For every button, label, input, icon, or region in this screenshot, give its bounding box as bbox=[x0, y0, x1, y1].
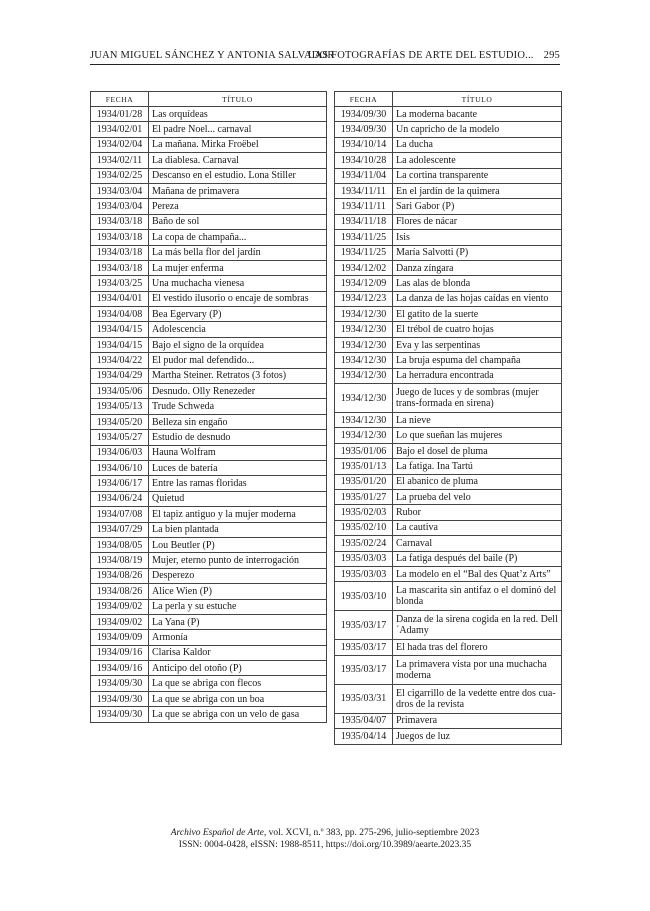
footer-citation-line bbox=[0, 827, 650, 839]
row-title: Adolescencia bbox=[149, 322, 327, 337]
row-date: 1934/04/01 bbox=[91, 291, 149, 306]
table-row bbox=[335, 536, 562, 551]
row-date: 1934/07/08 bbox=[91, 507, 149, 522]
row-title: La bien plantada bbox=[149, 522, 327, 537]
row-date: 1934/12/30 bbox=[335, 353, 393, 368]
row-title: Bajo el signo de la orquídea bbox=[149, 337, 327, 352]
row-date: 1934/12/30 bbox=[335, 368, 393, 383]
row-date: 1934/08/26 bbox=[91, 584, 149, 599]
row-title: La perla y su estuche bbox=[149, 599, 327, 614]
row-date: 1934/04/29 bbox=[91, 368, 149, 383]
table-row bbox=[335, 183, 562, 198]
table-row bbox=[335, 291, 562, 306]
row-date: 1934/09/09 bbox=[91, 630, 149, 645]
header-article-title: LAS FOTOGRAFÍAS DE ARTE DEL ESTUDIO... bbox=[307, 50, 534, 61]
row-date: 1934/11/25 bbox=[335, 245, 393, 260]
row-date: 1935/04/14 bbox=[335, 729, 393, 744]
row-date: 1934/09/30 bbox=[335, 122, 393, 137]
column-header-title: TÍTULO bbox=[393, 92, 562, 107]
row-date: 1935/03/17 bbox=[335, 655, 393, 684]
row-title: Desnudo. Olly Renezeder bbox=[149, 384, 327, 399]
row-date: 1935/03/10 bbox=[335, 582, 393, 611]
table-row bbox=[335, 230, 562, 245]
table-header-row bbox=[335, 92, 562, 107]
row-title: Danza zíngara bbox=[393, 260, 562, 275]
table-row bbox=[335, 611, 562, 640]
table-row bbox=[91, 337, 327, 352]
row-date: 1935/03/17 bbox=[335, 640, 393, 655]
row-date: 1934/03/04 bbox=[91, 199, 149, 214]
table-row bbox=[91, 553, 327, 568]
row-date: 1934/03/18 bbox=[91, 214, 149, 229]
row-date: 1934/02/11 bbox=[91, 153, 149, 168]
table-row bbox=[91, 661, 327, 676]
table-row bbox=[335, 153, 562, 168]
row-title: Una muchacha vienesa bbox=[149, 276, 327, 291]
row-date: 1934/02/04 bbox=[91, 137, 149, 152]
table-row bbox=[335, 245, 562, 260]
table-row bbox=[91, 522, 327, 537]
table-row bbox=[335, 337, 562, 352]
row-title: Juego de luces y de sombras (mujer trans-formada en sirena) bbox=[393, 384, 562, 413]
table-row bbox=[335, 353, 562, 368]
row-title: El pudor mal defendido... bbox=[149, 353, 327, 368]
table-row bbox=[91, 214, 327, 229]
row-date: 1935/03/03 bbox=[335, 566, 393, 581]
table-row bbox=[335, 582, 562, 611]
table-row bbox=[335, 384, 562, 413]
row-title: Estudio de desnudo bbox=[149, 430, 327, 445]
row-date: 1934/04/15 bbox=[91, 337, 149, 352]
table-row bbox=[335, 260, 562, 275]
table-row bbox=[335, 137, 562, 152]
row-date: 1934/09/16 bbox=[91, 645, 149, 660]
table-row bbox=[91, 476, 327, 491]
table-row bbox=[91, 183, 327, 198]
table-row bbox=[91, 384, 327, 399]
footer-issn: ISSN: 0004-0428, eISSN: 1988-8511, https://doi.org/10.3989/aearte.2023.35 bbox=[178, 840, 472, 850]
table-row bbox=[335, 322, 562, 337]
table-row bbox=[335, 655, 562, 684]
row-date: 1934/09/30 bbox=[91, 676, 149, 691]
table-row bbox=[91, 460, 327, 475]
column-header-date: FECHA bbox=[91, 92, 149, 107]
row-title: El tapiz antiguo y la mujer moderna bbox=[149, 507, 327, 522]
row-date: 1934/09/02 bbox=[91, 614, 149, 629]
row-title: Las alas de blonda bbox=[393, 276, 562, 291]
row-title: Entre las ramas floridas bbox=[149, 476, 327, 491]
row-title: La primavera vista por una muchacha moderna bbox=[393, 655, 562, 684]
row-date: 1934/11/25 bbox=[335, 230, 393, 245]
row-title: Sari Gabor (P) bbox=[393, 199, 562, 214]
row-date: 1934/05/06 bbox=[91, 384, 149, 399]
row-title: La modelo en el “Bal des Quat’z Arts” bbox=[393, 566, 562, 581]
table-row bbox=[335, 684, 562, 713]
row-date: 1934/02/25 bbox=[91, 168, 149, 183]
row-title: Hauna Wolfram bbox=[149, 445, 327, 460]
row-title: Quietud bbox=[149, 491, 327, 506]
table-row bbox=[91, 137, 327, 152]
row-date: 1934/04/15 bbox=[91, 322, 149, 337]
row-title: Las orquídeas bbox=[149, 107, 327, 122]
table-row bbox=[335, 168, 562, 183]
row-date: 1934/04/08 bbox=[91, 307, 149, 322]
row-date: 1935/02/10 bbox=[335, 520, 393, 535]
table-row bbox=[335, 413, 562, 428]
table-row bbox=[335, 566, 562, 581]
row-date: 1934/08/05 bbox=[91, 537, 149, 552]
row-date: 1934/05/20 bbox=[91, 414, 149, 429]
row-date: 1934/03/18 bbox=[91, 260, 149, 275]
row-title: Eva y las serpentinas bbox=[393, 337, 562, 352]
row-title: Bea Egervary (P) bbox=[149, 307, 327, 322]
table-row bbox=[91, 491, 327, 506]
table-row bbox=[335, 199, 562, 214]
row-date: 1935/01/06 bbox=[335, 443, 393, 458]
row-title: El vestido ilusorio o encaje de sombras bbox=[149, 291, 327, 306]
row-title: Carnaval bbox=[393, 536, 562, 551]
column-header-date: FECHA bbox=[335, 92, 393, 107]
table-row bbox=[335, 276, 562, 291]
table-row bbox=[91, 260, 327, 275]
row-date: 1934/05/13 bbox=[91, 399, 149, 414]
row-date: 1934/12/09 bbox=[335, 276, 393, 291]
row-date: 1934/12/23 bbox=[335, 291, 393, 306]
row-title: La copa de champaña... bbox=[149, 230, 327, 245]
journal-name: Archivo Español de Arte bbox=[170, 828, 264, 838]
row-title: La fatiga. Ina Tartú bbox=[393, 459, 562, 474]
table-row bbox=[91, 537, 327, 552]
row-date: 1934/05/27 bbox=[91, 430, 149, 445]
table-row bbox=[335, 368, 562, 383]
row-title: Juegos de luz bbox=[393, 729, 562, 744]
header-authors: JUAN MIGUEL SÁNCHEZ Y ANTONIA SALVADOR bbox=[90, 50, 335, 61]
row-title: Baño de sol bbox=[149, 214, 327, 229]
row-title: Flores de nácar bbox=[393, 214, 562, 229]
table-row bbox=[91, 707, 327, 722]
table-row bbox=[91, 122, 327, 137]
table-row bbox=[91, 230, 327, 245]
page-footer bbox=[0, 827, 650, 851]
row-date: 1934/11/11 bbox=[335, 183, 393, 198]
row-date: 1934/02/01 bbox=[91, 122, 149, 137]
table-row bbox=[335, 505, 562, 520]
row-title: Belleza sin engaño bbox=[149, 414, 327, 429]
row-title: Bajo el dosel de pluma bbox=[393, 443, 562, 458]
row-title: La que se abriga con flecos bbox=[149, 676, 327, 691]
photo-table-left bbox=[90, 91, 327, 723]
row-date: 1934/07/29 bbox=[91, 522, 149, 537]
table-row bbox=[91, 399, 327, 414]
row-title: Alice Wien (P) bbox=[149, 584, 327, 599]
row-title: El gatito de la suerte bbox=[393, 307, 562, 322]
row-date: 1934/09/16 bbox=[91, 661, 149, 676]
row-date: 1934/11/04 bbox=[335, 168, 393, 183]
row-title: La moderna bacante bbox=[393, 107, 562, 122]
row-date: 1934/03/04 bbox=[91, 183, 149, 198]
row-title: Pereza bbox=[149, 199, 327, 214]
table-row bbox=[91, 691, 327, 706]
row-title: En el jardín de la quimera bbox=[393, 183, 562, 198]
row-title: La que se abriga con un velo de gasa bbox=[149, 707, 327, 722]
row-title: Primavera bbox=[393, 713, 562, 728]
row-title: Un capricho de la modelo bbox=[393, 122, 562, 137]
row-title: La mañana. Mirka Froëbel bbox=[149, 137, 327, 152]
row-date: 1934/09/30 bbox=[91, 691, 149, 706]
row-title: La diablesa. Carnaval bbox=[149, 153, 327, 168]
row-date: 1934/12/30 bbox=[335, 337, 393, 352]
table-row bbox=[91, 414, 327, 429]
table-row bbox=[91, 645, 327, 660]
table-row bbox=[91, 584, 327, 599]
row-title: Rubor bbox=[393, 505, 562, 520]
table-row bbox=[335, 713, 562, 728]
row-title: Lou Beutler (P) bbox=[149, 537, 327, 552]
row-date: 1934/12/02 bbox=[335, 260, 393, 275]
row-title: La fatiga después del baile (P) bbox=[393, 551, 562, 566]
row-title: La nieve bbox=[393, 413, 562, 428]
table-row bbox=[335, 122, 562, 137]
table-row bbox=[335, 307, 562, 322]
table-row bbox=[335, 107, 562, 122]
row-title: La bruja espuma del champaña bbox=[393, 353, 562, 368]
row-title: El trébol de cuatro hojas bbox=[393, 322, 562, 337]
table-row bbox=[91, 276, 327, 291]
table-row bbox=[91, 368, 327, 383]
table-row bbox=[335, 729, 562, 744]
row-date: 1934/01/28 bbox=[91, 107, 149, 122]
row-title: Isis bbox=[393, 230, 562, 245]
row-title: Martha Steiner. Retratos (3 fotos) bbox=[149, 368, 327, 383]
row-date: 1934/12/30 bbox=[335, 413, 393, 428]
header-right bbox=[308, 50, 560, 61]
row-date: 1935/01/20 bbox=[335, 474, 393, 489]
table-row bbox=[91, 168, 327, 183]
row-title: Danza de la sirena cogida en la red. Dell´Adamy bbox=[393, 611, 562, 640]
table-row bbox=[91, 599, 327, 614]
table-row bbox=[91, 630, 327, 645]
table-row bbox=[91, 107, 327, 122]
column-header-title: TÍTULO bbox=[149, 92, 327, 107]
row-date: 1934/10/14 bbox=[335, 137, 393, 152]
row-title: Trude Schweda bbox=[149, 399, 327, 414]
row-date: 1934/12/30 bbox=[335, 428, 393, 443]
table-row bbox=[91, 322, 327, 337]
row-date: 1934/03/25 bbox=[91, 276, 149, 291]
row-title: La más bella flor del jardín bbox=[149, 245, 327, 260]
table-row bbox=[91, 307, 327, 322]
row-date: 1934/09/30 bbox=[91, 707, 149, 722]
table-row bbox=[335, 214, 562, 229]
table-row bbox=[335, 459, 562, 474]
row-date: 1934/09/02 bbox=[91, 599, 149, 614]
table-row bbox=[335, 640, 562, 655]
row-title: La cortina transparente bbox=[393, 168, 562, 183]
table-row bbox=[335, 428, 562, 443]
row-date: 1934/08/19 bbox=[91, 553, 149, 568]
running-header bbox=[90, 50, 560, 65]
row-date: 1934/11/18 bbox=[335, 214, 393, 229]
row-title: Lo que sueñan las mujeres bbox=[393, 428, 562, 443]
table-header-row bbox=[91, 92, 327, 107]
table-row bbox=[91, 153, 327, 168]
row-title: La Yana (P) bbox=[149, 614, 327, 629]
row-date: 1934/06/17 bbox=[91, 476, 149, 491]
table-row bbox=[91, 245, 327, 260]
row-title: La que se abriga con un boa bbox=[149, 691, 327, 706]
row-title: Luces de batería bbox=[149, 460, 327, 475]
row-date: 1934/06/24 bbox=[91, 491, 149, 506]
row-title: El padre Noel... carnaval bbox=[149, 122, 327, 137]
table-row bbox=[91, 353, 327, 368]
row-title: La cautiva bbox=[393, 520, 562, 535]
table-row bbox=[91, 199, 327, 214]
row-title: La adolescente bbox=[393, 153, 562, 168]
row-date: 1934/12/30 bbox=[335, 307, 393, 322]
row-title: El abanico de pluma bbox=[393, 474, 562, 489]
row-date: 1934/03/18 bbox=[91, 245, 149, 260]
row-date: 1935/03/03 bbox=[335, 551, 393, 566]
row-date: 1934/12/30 bbox=[335, 322, 393, 337]
table-row bbox=[91, 568, 327, 583]
row-date: 1935/01/13 bbox=[335, 459, 393, 474]
row-date: 1934/03/18 bbox=[91, 230, 149, 245]
row-date: 1934/08/26 bbox=[91, 568, 149, 583]
row-date: 1934/11/11 bbox=[335, 199, 393, 214]
row-title: Mujer, eterno punto de interrogación bbox=[149, 553, 327, 568]
row-title: La mascarita sin antifaz o el dominó del blonda bbox=[393, 582, 562, 611]
row-title: La herradura encontrada bbox=[393, 368, 562, 383]
row-date: 1934/09/30 bbox=[335, 107, 393, 122]
row-title: La danza de las hojas caídas en viento bbox=[393, 291, 562, 306]
row-title: El cigarrillo de la vedette entre dos cua-dros de la revista bbox=[393, 684, 562, 713]
table-row bbox=[91, 445, 327, 460]
row-date: 1935/03/17 bbox=[335, 611, 393, 640]
table-row bbox=[335, 520, 562, 535]
footer-citation: , vol. XCVI, n.º 383, pp. 275-296, julio-septiembre 2023 bbox=[263, 828, 480, 838]
row-title: La mujer enferma bbox=[149, 260, 327, 275]
page-number: 295 bbox=[543, 50, 560, 61]
row-title: La prueba del velo bbox=[393, 489, 562, 504]
row-date: 1935/03/31 bbox=[335, 684, 393, 713]
table-row bbox=[91, 676, 327, 691]
row-title: Clarisa Kaldor bbox=[149, 645, 327, 660]
row-title: La ducha bbox=[393, 137, 562, 152]
row-title: Desperezo bbox=[149, 568, 327, 583]
row-date: 1935/02/03 bbox=[335, 505, 393, 520]
row-title: María Salvotti (P) bbox=[393, 245, 562, 260]
table-row bbox=[91, 507, 327, 522]
table-row bbox=[91, 430, 327, 445]
row-date: 1934/06/03 bbox=[91, 445, 149, 460]
row-title: Descanso en el estudio. Lona Stiller bbox=[149, 168, 327, 183]
row-title: Mañana de primavera bbox=[149, 183, 327, 198]
row-date: 1935/04/07 bbox=[335, 713, 393, 728]
table-row bbox=[335, 489, 562, 504]
row-date: 1934/12/30 bbox=[335, 384, 393, 413]
row-title: Armonía bbox=[149, 630, 327, 645]
row-date: 1934/10/28 bbox=[335, 153, 393, 168]
table-row bbox=[335, 474, 562, 489]
table-row bbox=[335, 551, 562, 566]
row-title: El hada tras del florero bbox=[393, 640, 562, 655]
row-date: 1935/01/27 bbox=[335, 489, 393, 504]
photo-table-right bbox=[334, 91, 562, 745]
row-date: 1934/04/22 bbox=[91, 353, 149, 368]
table-row bbox=[91, 614, 327, 629]
table-row bbox=[91, 291, 327, 306]
table-row bbox=[335, 443, 562, 458]
row-date: 1935/02/24 bbox=[335, 536, 393, 551]
row-date: 1934/06/10 bbox=[91, 460, 149, 475]
row-title: Anticipo del otoño (P) bbox=[149, 661, 327, 676]
